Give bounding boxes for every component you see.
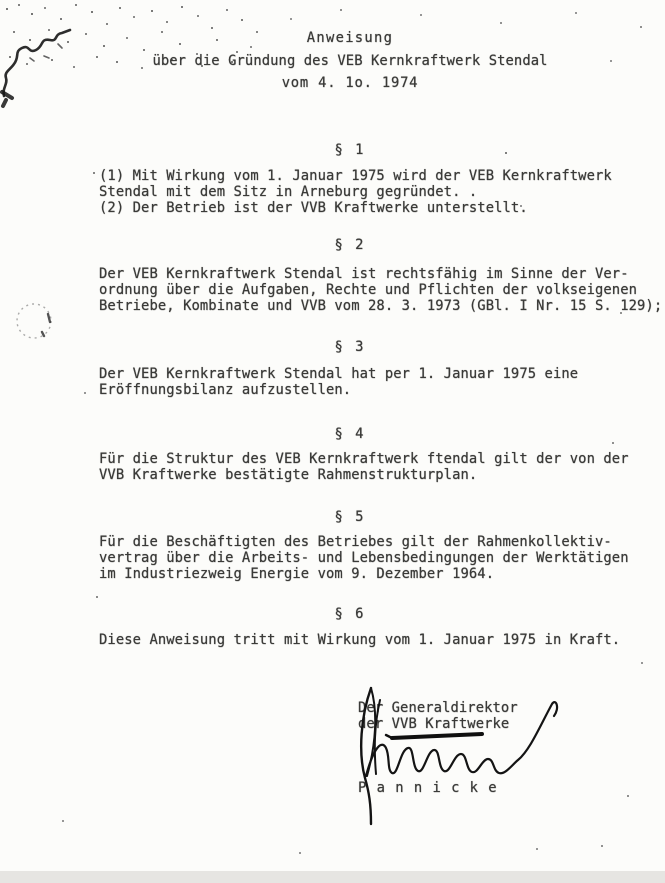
document-subtitle: über die Gründung des VEB Kernkraftwerk Stendal	[152, 53, 548, 69]
text-line: Diese Anweisung tritt mit Wirkung vom 1. Januar 1975 in Kraft.	[99, 632, 621, 648]
text-line: Für die Beschäftigten des Betriebes gilt der Rahmenkollektiv-	[99, 534, 612, 550]
text-line: (2) Der Betrieb ist der VVB Kraftwerke unterstellt.	[99, 200, 528, 216]
section-5-header: § 5	[334, 509, 366, 525]
text-line: ordnung über die Aufgaben, Rechte und Pflichten der volkseigenen	[99, 282, 638, 298]
text-line: (1) Mit Wirkung vom 1. Januar 1975 wird der VEB Kernkraftwerk	[99, 168, 612, 184]
section-5-body	[99, 534, 629, 582]
text-line: VVB Kraftwerke bestätigte Rahmenstrukturplan.	[99, 467, 478, 483]
bottom-scan-edge	[0, 871, 665, 883]
section-1-body	[99, 168, 612, 216]
text-line: Betriebe, Kombinate und VVB vom 28. 3. 1973 (GBl. I Nr. 15 S. 129);	[99, 298, 663, 314]
section-4-body	[99, 451, 629, 483]
section-1-header: § 1	[334, 142, 366, 158]
document-date-line: vom 4. 1o. 1974	[281, 75, 419, 91]
scan-artifact-circle	[0, 288, 80, 358]
section-6-header: § 6	[334, 606, 366, 622]
section-2-header: § 2	[334, 237, 366, 253]
handwritten-signature	[330, 678, 580, 828]
document-title: Anweisung	[306, 30, 394, 46]
text-line: Der VEB Kernkraftwerk Stendal ist rechtsfähig im Sinne der Ver-	[99, 266, 629, 282]
signatory-role-line: Der Generaldirektor	[358, 700, 518, 716]
section-2-body	[99, 266, 662, 314]
section-3-body	[99, 366, 578, 398]
signatory-role-line: der VVB Kraftwerke	[358, 716, 510, 732]
section-3-header: § 3	[334, 339, 366, 355]
text-line: Eröffnungsbilanz aufzustellen.	[99, 382, 352, 398]
signatory-name: P a n n i c k e	[358, 780, 498, 796]
text-line: vertrag über die Arbeits- und Lebensbedingungen der Werktätigen	[99, 550, 629, 566]
section-6-body	[99, 632, 620, 648]
text-line: Stendal mit dem Sitz in Arneburg gegründet. .	[99, 184, 478, 200]
section-4-header: § 4	[334, 426, 366, 442]
text-line: im Industriezweig Energie vom 9. Dezember 1964.	[99, 566, 495, 582]
text-line: Für die Struktur des VEB Kernkraftwerk ftendal gilt der von der	[99, 451, 629, 467]
text-line: Der VEB Kernkraftwerk Stendal hat per 1. Januar 1975 eine	[99, 366, 579, 382]
